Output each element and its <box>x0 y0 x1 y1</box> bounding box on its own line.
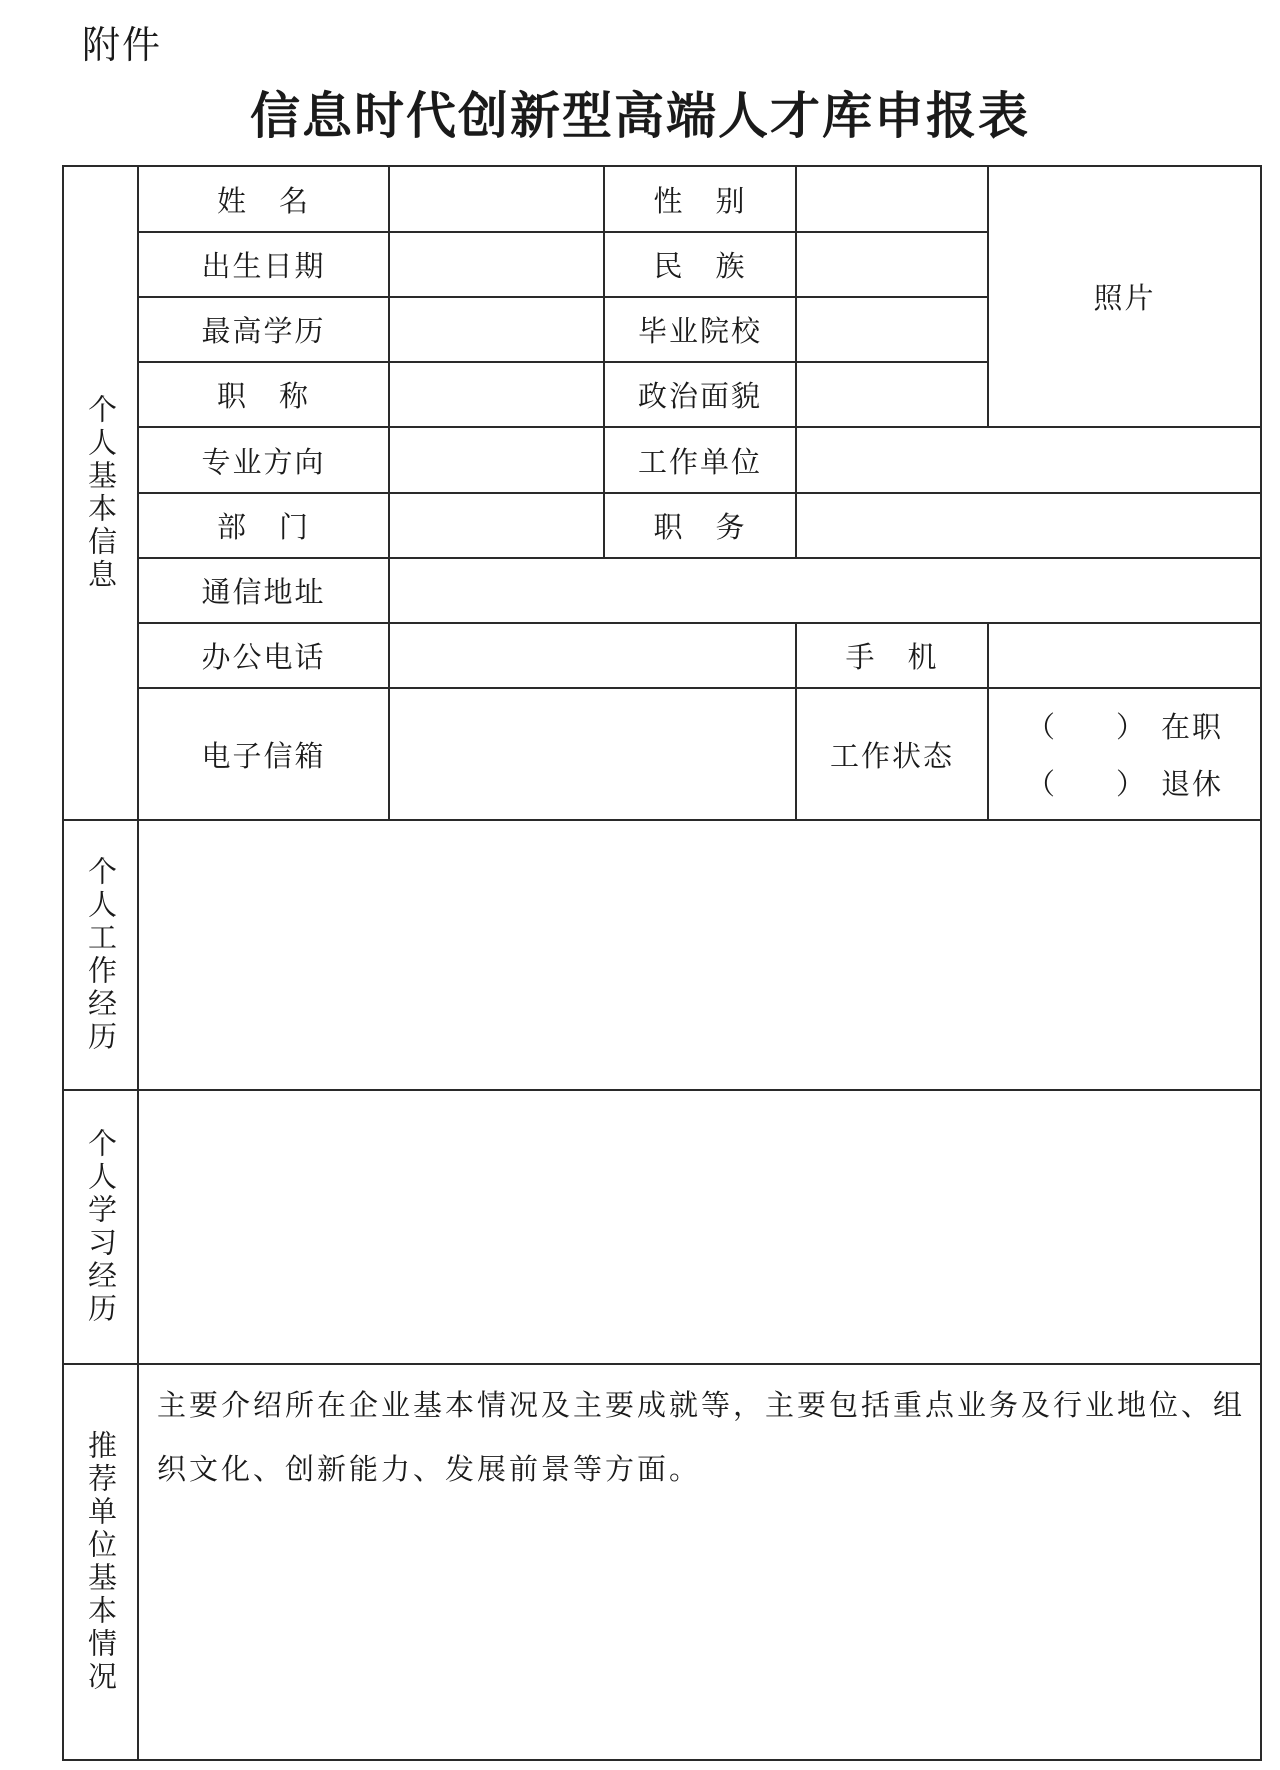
label-title: 职 称 <box>137 361 390 428</box>
label-position: 职 务 <box>603 492 797 559</box>
label-birth-date: 出生日期 <box>137 231 390 298</box>
label-department: 部 门 <box>137 492 390 559</box>
label-gender: 性 别 <box>603 165 797 233</box>
input-specialty[interactable] <box>388 426 605 494</box>
work-status-options <box>987 687 1262 821</box>
photo-box[interactable]: 照片 <box>987 165 1262 428</box>
label-school: 毕业院校 <box>603 296 797 363</box>
input-title[interactable] <box>388 361 605 428</box>
form-title: 信息时代创新型高端人才库申报表 <box>250 86 1030 145</box>
checkbox-retired[interactable]: （ ） <box>1025 767 1161 801</box>
input-name[interactable] <box>388 165 605 233</box>
input-school[interactable] <box>795 296 989 363</box>
application-form <box>62 165 1262 1761</box>
label-mobile: 手 机 <box>795 622 989 689</box>
label-office-phone: 办公电话 <box>137 622 390 689</box>
checkbox-employed[interactable]: （ ） <box>1025 710 1161 744</box>
input-birth-date[interactable] <box>388 231 605 298</box>
option-retired[interactable] <box>1026 762 1223 803</box>
section-label-basic-info: 个人基本信息 <box>62 165 139 821</box>
input-office-phone[interactable] <box>388 622 797 689</box>
option-employed[interactable] <box>1026 705 1223 746</box>
section-label-recommender-info: 推荐单位基本情况 <box>62 1363 139 1761</box>
input-position[interactable] <box>795 492 1262 559</box>
attachment-label: 附件 <box>82 23 163 67</box>
input-work-history[interactable] <box>137 819 1262 1091</box>
label-employer: 工作单位 <box>603 426 797 494</box>
section-label-study-history: 个人学习经历 <box>62 1089 139 1365</box>
input-email[interactable] <box>388 687 797 821</box>
input-department[interactable] <box>388 492 605 559</box>
recommender-intro-text: 主要介绍所在企业基本情况及主要成就等，主要包括重点业务及行业地位、组织文化、创新能力、发展前景等方面。 <box>157 1388 1246 1486</box>
label-ethnicity: 民 族 <box>603 231 797 298</box>
label-education: 最高学历 <box>137 296 390 363</box>
input-education[interactable] <box>388 296 605 363</box>
input-mobile[interactable] <box>987 622 1262 689</box>
option-retired-label: 退休 <box>1161 767 1224 801</box>
input-ethnicity[interactable] <box>795 231 989 298</box>
label-name: 姓 名 <box>137 165 390 233</box>
label-address: 通信地址 <box>137 557 390 624</box>
label-email: 电子信箱 <box>137 687 390 821</box>
label-specialty: 专业方向 <box>137 426 390 494</box>
section-label-work-history: 个人工作经历 <box>62 819 139 1091</box>
input-study-history[interactable] <box>137 1089 1262 1365</box>
option-employed-label: 在职 <box>1161 710 1224 744</box>
input-recommender-info[interactable] <box>137 1363 1262 1761</box>
input-gender[interactable] <box>795 165 989 233</box>
input-address[interactable] <box>388 557 1262 624</box>
label-work-status: 工作状态 <box>795 687 989 821</box>
label-political-status: 政治面貌 <box>603 361 797 428</box>
input-political-status[interactable] <box>795 361 989 428</box>
input-employer[interactable] <box>795 426 1262 494</box>
